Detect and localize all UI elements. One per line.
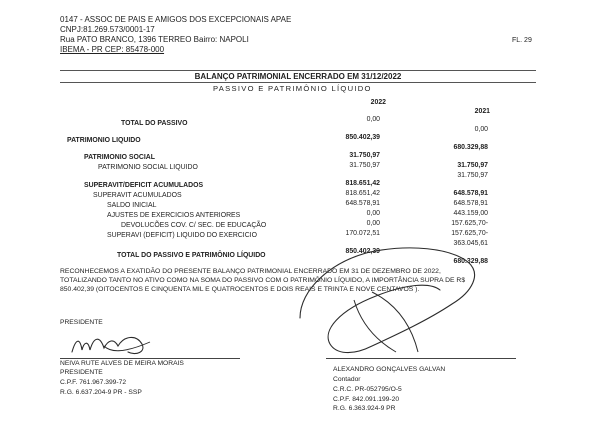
left-signatory-role: PRESIDENTE — [60, 369, 103, 376]
cell-2021-total-passivo: 0,00 — [474, 126, 488, 133]
org-cnpj: CNPJ:81.269.573/0001-17 — [60, 25, 155, 34]
statement-line-3: 850.402,39 (OITOCENTOS E CINQUENTA MIL E QUATROCENTOS E DOIS REAIS E TRINTA E NOVE CENTAVOS ). — [60, 286, 420, 293]
cell-2022-superavit-acumulados: 818.651,42 — [345, 190, 380, 197]
right-signatory-rg: R.G. 6.363.924-9 PR — [333, 405, 396, 412]
cell-2021-superavit-exercicio: 363.045,61 — [453, 240, 488, 247]
left-signatory-cpf: C.P.F. 761.967.399-72 — [60, 379, 127, 386]
statement-line-1: RECONHECEMOS A EXATIDÃO DO PRESENTE BALANÇO PATRIMONIAL ENCERRADO EM 31 DE DEZEMBRO DE 2022, — [60, 268, 441, 275]
row-label-patrimonio-liquido: PATRIMONIO LIQUIDO — [67, 137, 141, 144]
cell-2022-devolucoes: 0,00 — [366, 220, 380, 227]
presidente-label: PRESIDENTE — [60, 319, 103, 326]
cell-2021-total-passivo-pl: 680.329,88 — [453, 258, 488, 265]
right-signatory-cpf: C.P.F. 842.091.199-20 — [333, 396, 400, 403]
row-label-devolucoes: DEVOLUCÕES COV. C/ SEC. DE EDUCAÇÃO — [121, 222, 267, 229]
cell-2022-patrimonio-social: 31.750,97 — [349, 152, 380, 159]
row-label-patrimonio-social-liquido: PATRIMONIO SOCIAL LIQUIDO — [98, 164, 198, 171]
cell-2022-total-passivo-pl: 850.402,39 — [345, 248, 380, 255]
sheet-number: FL. 29 — [512, 37, 532, 44]
org-city: IBEMA - PR CEP: 85478-000 — [60, 45, 165, 54]
report-subtitle: PASSIVO E PATRIMÔNIO LÍQUIDO — [213, 84, 372, 93]
cell-2021-patrimonio-social-liquido: 31.750,97 — [457, 172, 488, 179]
row-label-total-passivo-pl: TOTAL DO PASSIVO E PATRIMÔNIO LÍQUIDO — [117, 252, 266, 259]
row-label-patrimonio-social: PATRIMONIO SOCIAL — [84, 154, 155, 161]
cell-2021-patrimonio-liquido: 680.329,88 — [453, 144, 488, 151]
cell-2021-ajustes: 157.625,70- — [451, 220, 488, 227]
left-signatory-rg: R.G. 6.637.204-9 PR - SSP — [60, 389, 142, 396]
row-label-superavit-acumulados: SUPERAVIT ACUMULADOS — [93, 192, 182, 199]
statement-line-2: TOTALIZANDO TANTO NO ATIVO COMO NA SOMA DO PASSIVO COM O PATRIMÔNIO LÍQUIDO, A IMPORTÂNCIA SUPRA DE R$ — [60, 277, 466, 284]
column-header-2022: 2022 — [370, 99, 386, 106]
cell-2021-superavit-deficit: 648.578,91 — [453, 190, 488, 197]
cell-2021-saldo-inicial: 443.159,00 — [453, 210, 488, 217]
cell-2021-superavit-acumulados: 648.578,91 — [453, 200, 488, 207]
cell-2022-patrimonio-social-liquido: 31.750,97 — [349, 162, 380, 169]
left-signatory-name: NEIVA RUTE ALVES DE MEIRA MORAIS — [60, 360, 184, 367]
cell-2022-ajustes: 0,00 — [366, 210, 380, 217]
cell-2022-patrimonio-liquido: 850.402,39 — [345, 134, 380, 141]
row-label-total-passivo: TOTAL DO PASSIVO — [121, 120, 188, 127]
report-title: BALANÇO PATRIMONIAL ENCERRADO EM 31/12/2022 — [60, 70, 536, 83]
cell-2021-devolucoes: 157.625,70- — [451, 230, 488, 237]
cell-2022-total-passivo: 0,00 — [366, 116, 380, 123]
right-signatory-name: ALEXANDRO GONÇALVES GALVAN — [333, 366, 446, 373]
cell-2022-superavit-exercicio: 170.072,51 — [345, 230, 380, 237]
row-label-saldo-inicial: SALDO INICIAL — [107, 202, 157, 209]
cell-2021-patrimonio-social: 31.750,97 — [457, 162, 488, 169]
org-name: 0147 - ASSOC DE PAIS E AMIGOS DOS EXCEPCIONAIS APAE — [60, 15, 292, 24]
right-signatory-role: Contador — [333, 376, 361, 383]
row-label-superavit-deficit-acumulados: SUPERAVIT/DEFICIT ACUMULADOS — [84, 182, 204, 189]
cell-2022-superavit-deficit: 818.651,42 — [345, 180, 380, 187]
right-signatory-crc: C.R.C. PR-052795/O-5 — [333, 386, 402, 393]
org-address: Rua PATO BRANCO, 1396 TERREO Bairro: NAPOLI — [60, 35, 249, 44]
row-label-superavit-liquido-exercicio: SUPERAVI (DEFICIT) LIQUIDO DO EXERCICIO — [107, 232, 257, 239]
column-header-2021: 2021 — [474, 108, 490, 115]
cell-2022-saldo-inicial: 648.578,91 — [345, 200, 380, 207]
row-label-ajustes-exercicios-anteriores: AJUSTES DE EXERCICIOS ANTERIORES — [107, 212, 241, 219]
